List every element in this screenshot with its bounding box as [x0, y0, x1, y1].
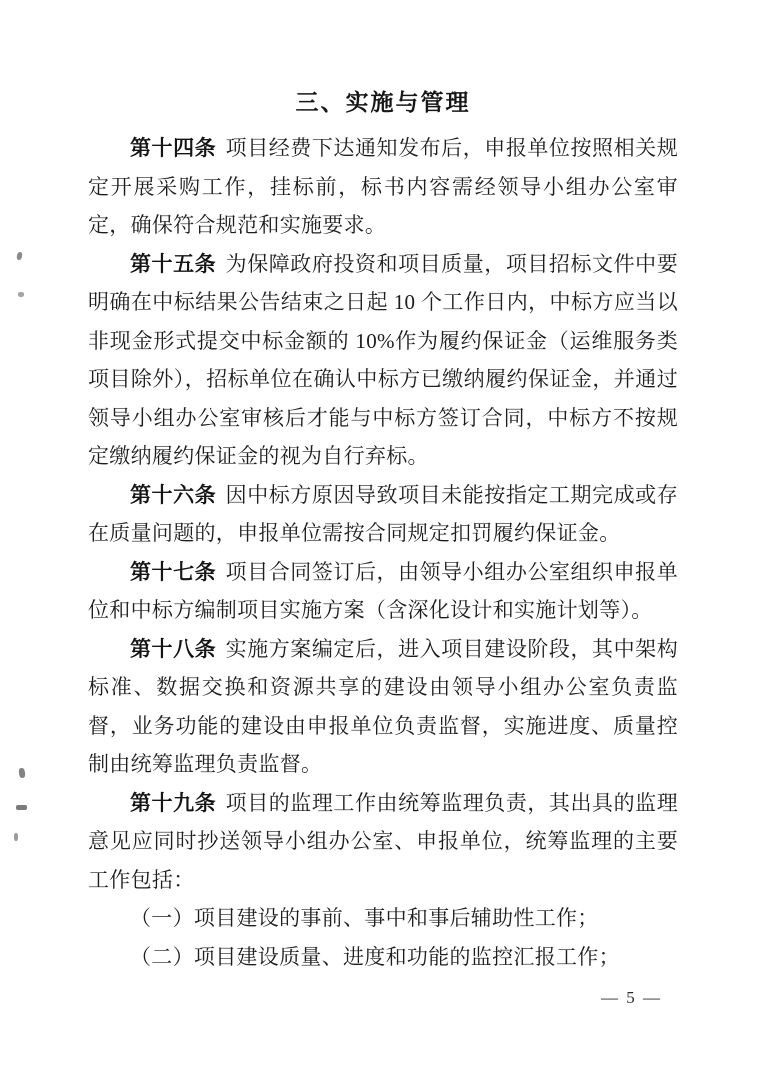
article-text: 项目经费下达通知发布后，申报单位按照相关规定开展采购工作，挂标前，标书内容需经领导小组办公室审定，确保符合规范和实施要求。 — [88, 136, 678, 237]
document-body — [88, 129, 678, 976]
article-text: 实施方案编定后，进入项目建设阶段，其中架构标准、数据交换和资源共享的建设由领导小组办公室负责监督，业务功能的建设由申报单位负责监督，实施进度、质量控制由统筹监理负责监督。 — [88, 636, 678, 776]
article-number: 第十八条 — [130, 636, 217, 661]
scan-artifact — [16, 252, 23, 261]
article-text: 为保障政府投资和项目质量，项目招标文件中要明确在中标结果公告结束之日起 10 个工作日内，中标方应当以非现金形式提交中标金额的 10%作为履约保证金（运维服务类项目除外），招标单位在确认中标方已缴纳履约保证金，并通过领导小组办公室审核后才能与中标方签订合同，中标方不按规定缴纳履约保证金的视为自行弃标。 — [88, 251, 678, 468]
scan-artifact — [14, 833, 18, 841]
scan-artifact — [18, 768, 25, 779]
article-text: 项目合同签订后，由领导小组办公室组织申报单位和中标方编制项目实施方案（含深化设计和实施计划等）。 — [88, 559, 678, 622]
article-number: 第十五条 — [130, 251, 217, 276]
article-number: 第十六条 — [130, 482, 217, 507]
article-number: 第十四条 — [130, 136, 217, 160]
article-paragraph — [88, 553, 678, 630]
article-number: 第十七条 — [130, 559, 217, 584]
article-number: 第十九条 — [130, 790, 217, 815]
article-paragraph — [88, 129, 678, 245]
article-paragraph — [88, 630, 678, 784]
document-content — [88, 86, 678, 976]
article-text: 因中标方原因导致项目未能按指定工期完成或存在质量问题的，申报单位需按合同规定扣罚履约保证金。 — [88, 482, 678, 545]
scan-artifact — [18, 292, 24, 297]
article-paragraph — [88, 245, 678, 476]
page-number: — 5 — — [601, 988, 662, 1007]
section-title: 三、实施与管理 — [295, 90, 471, 115]
article-paragraph — [88, 784, 678, 900]
list-item: （一）项目建设的事前、事中和事后辅助性工作； — [130, 906, 599, 930]
article-text: 项目的监理工作由统筹监理负责，其出具的监理意见应同时抄送领导小组办公室、申报单位，统筹监理的主要工作包括： — [88, 790, 678, 892]
article-paragraph — [88, 476, 678, 553]
list-item: （二）项目建设质量、进度和功能的监控汇报工作； — [130, 944, 620, 969]
scan-artifact — [16, 805, 27, 810]
